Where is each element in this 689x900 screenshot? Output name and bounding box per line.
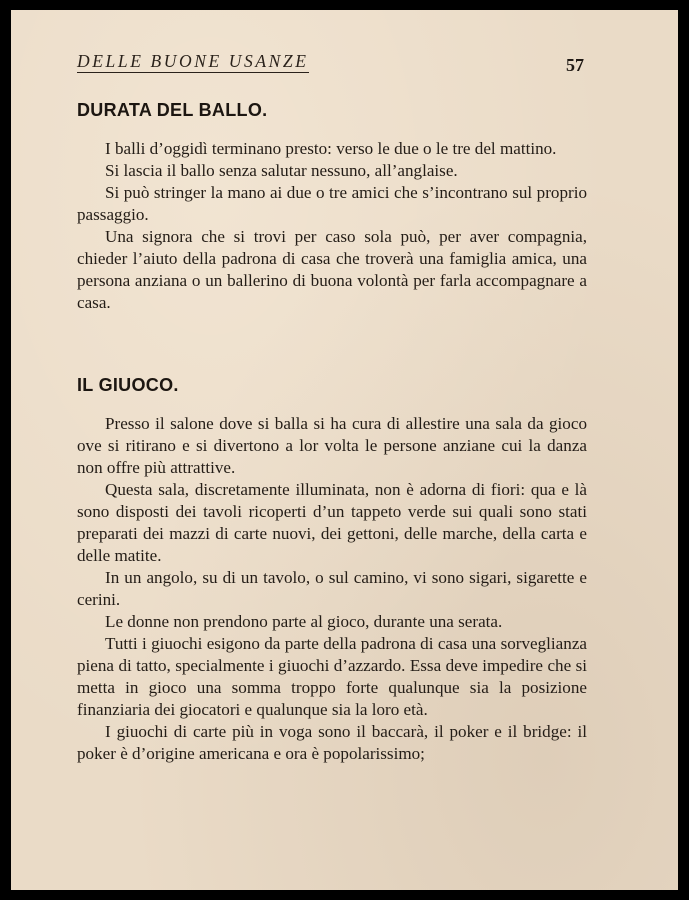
section-body-il-giuoco: [77, 413, 587, 765]
paragraph: Le donne non prendono parte al gioco, durante una serata.: [105, 612, 503, 631]
paragraph: In un angolo, su di un tavolo, o sul camino, vi sono sigari, sigarette e cerini.: [77, 568, 587, 609]
paragraph: I giuochi di carte più in voga sono il baccarà, il poker e il bridge: il poker è d’origine americana e ora è popolarissimo;: [77, 722, 587, 763]
section-title-durata-del-ballo: DURATA DEL BALLO.: [77, 100, 268, 120]
book-page: [11, 10, 678, 890]
paragraph: Tutti i giuochi esigono da parte della padrona di casa una sorveglianza piena di tatto, specialmente i giuochi d’azzardo. Essa deve impedire che si metta in gioco una somma troppo forte qualunque sia la posizione finanziaria dei giocatori e qualunque sia la loro età.: [77, 634, 587, 719]
paragraph: Si lascia il ballo senza salutar nessuno, all’anglaise.: [105, 161, 458, 180]
paragraph: Si può stringer la mano ai due o tre amici che s’incontrano sul proprio passaggio.: [77, 183, 587, 224]
paragraph: Una signora che si trovi per caso sola può, per aver compagnia, chieder l’aiuto della padrona di casa che troverà una famiglia amica, una persona anziana o un ballerino di buona volontà per farla accompagnare a casa.: [77, 227, 587, 312]
page-number: 57: [566, 55, 584, 75]
paragraph: Questa sala, discretamente illuminata, non è adorna di fiori: qua e là sono disposti dei tavoli ricoperti d’un tappeto verde sui quali sono stati preparati dei mazzi di carte nuovi, dei gettoni, delle marche, della carta e delle matite.: [77, 480, 587, 565]
section-title-il-giuoco: IL GIUOCO.: [77, 375, 179, 395]
paragraph: I balli d’oggidì terminano presto: verso le due o le tre del mattino.: [105, 139, 557, 158]
paragraph: Presso il salone dove si balla si ha cura di allestire una sala da gioco ove si ritirano e si divertono a lor volta le persone anziane cui la danza non offre più attrattive.: [77, 414, 587, 477]
running-head: DELLE BUONE USANZE: [77, 51, 309, 71]
section-body-durata-del-ballo: [77, 138, 587, 314]
